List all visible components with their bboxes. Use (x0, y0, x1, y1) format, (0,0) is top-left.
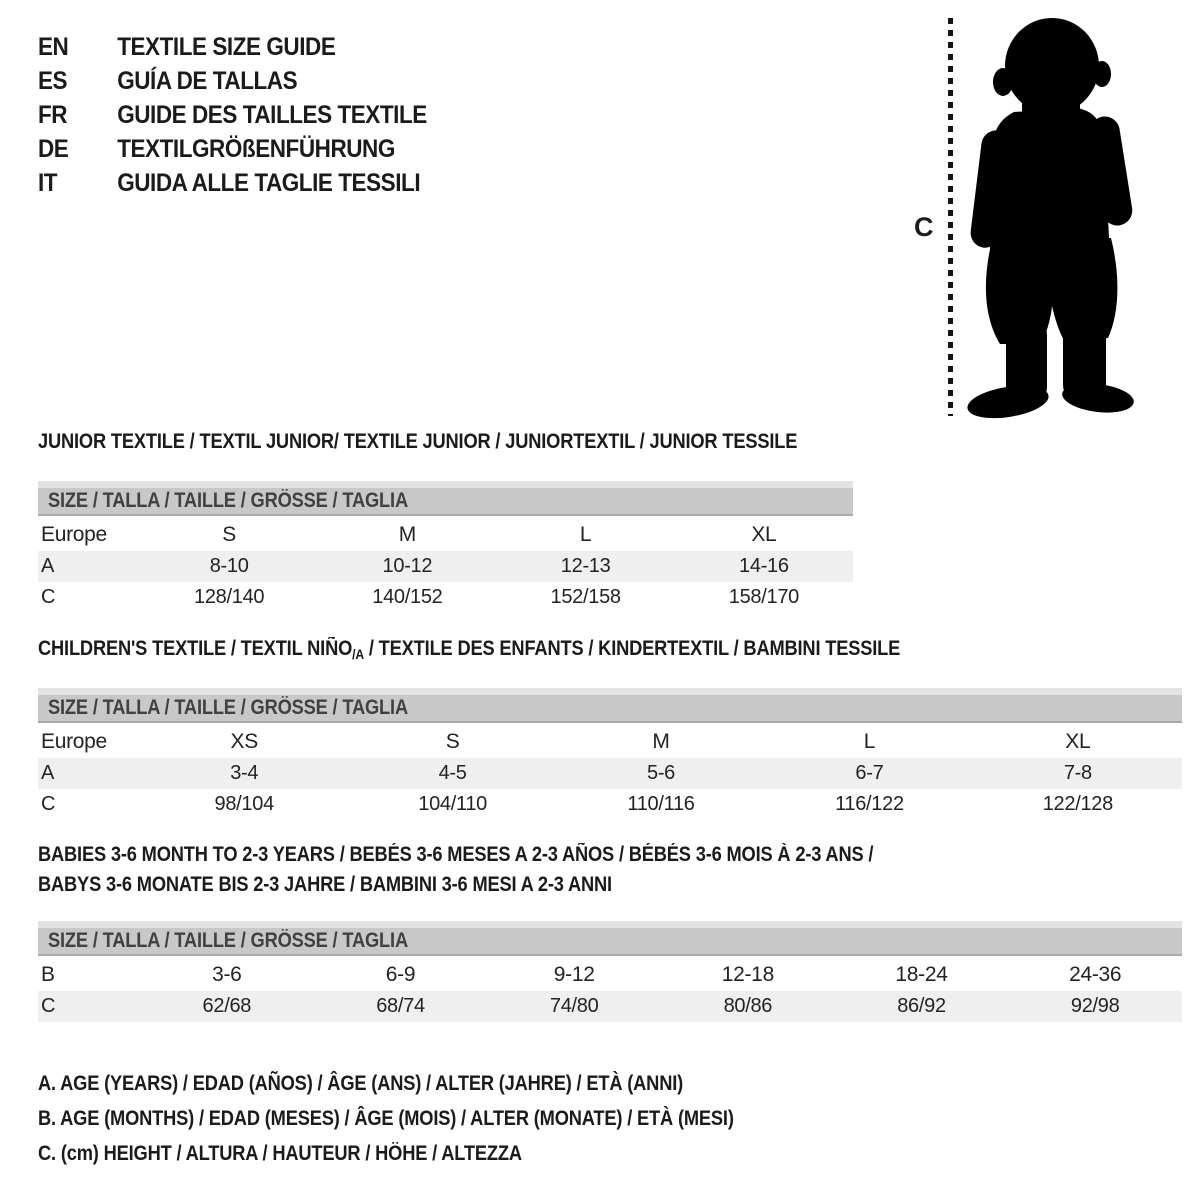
region-label: Europe (41, 729, 107, 753)
height-value: 86/92 (897, 995, 946, 1017)
junior-size-table (38, 481, 853, 613)
region-label: Europe (41, 522, 107, 546)
row-label: C (41, 586, 56, 608)
size-column: M (652, 729, 670, 753)
legend-line-a (38, 1066, 838, 1101)
lang-row-es (38, 64, 427, 98)
age-value: 3-4 (230, 762, 259, 784)
babies-title-line1: BABIES 3-6 MONTH TO 2-3 YEARS / BEBÉS 3-6 MESES A 2-3 AÑOS / BÉBÉS 3-6 MOIS À 2-3 ANS / (38, 843, 874, 866)
lang-row-de (38, 132, 427, 166)
guide-title-en: TEXTILE SIZE GUIDE (117, 32, 336, 61)
height-value: 110/116 (627, 793, 695, 815)
months-value: 9-12 (553, 962, 595, 986)
children-title-prefix: CHILDREN'S TEXTILE / TEXTIL NIÑO (38, 637, 353, 660)
legend-line-b (38, 1101, 838, 1136)
age-value: 8-10 (209, 555, 249, 577)
height-value: 74/80 (549, 995, 599, 1017)
size-header-label: SIZE / TALLA / TAILLE / GRÖSSE / TAGLIA (48, 696, 408, 719)
height-value: 152/158 (550, 586, 621, 608)
children-row-height (38, 789, 1182, 820)
measure-legend (38, 1066, 838, 1171)
height-value: 62/68 (202, 995, 252, 1017)
age-value: 14-16 (739, 555, 789, 577)
age-value: 6-7 (855, 762, 884, 784)
language-code: ES (38, 66, 68, 95)
age-value: 7-8 (1063, 762, 1092, 784)
size-column: XL (751, 522, 777, 546)
height-value: 80/86 (723, 995, 773, 1017)
size-column: XL (1065, 729, 1091, 753)
children-columns-row (38, 725, 1182, 758)
size-header-bar (38, 481, 853, 516)
age-value: 4-5 (438, 762, 467, 784)
junior-title-text: JUNIOR TEXTILE / TEXTIL JUNIOR/ TEXTILE JUNIOR / JUNIORTEXTIL / JUNIOR TESSILE (38, 430, 798, 453)
children-section-title (38, 637, 1029, 662)
size-header-bar (38, 921, 1182, 956)
legend-text-c: C. (cm) HEIGHT / ALTURA / HAUTEUR / HÖHE / ALTEZZA (38, 1141, 522, 1165)
size-column: M (398, 522, 416, 546)
legend-text-a: A. AGE (YEARS) / EDAD (AÑOS) / ÂGE (ANS) / ALTER (JAHRE) / ETÀ (ANNI) (38, 1071, 684, 1095)
row-label: A (41, 762, 55, 784)
height-value: 98/104 (214, 793, 274, 815)
size-column: L (579, 522, 592, 546)
size-column: S (222, 522, 236, 546)
lang-row-fr (38, 98, 427, 132)
toddler-silhouette-icon (956, 12, 1143, 420)
height-measure-label: C (914, 212, 934, 242)
junior-row-height (38, 582, 853, 613)
guide-title-es: GUÍA DE TALLAS (117, 66, 298, 95)
months-value: 18-24 (895, 962, 948, 986)
size-header-label: SIZE / TALLA / TAILLE / GRÖSSE / TAGLIA (48, 929, 408, 952)
language-code: IT (38, 168, 58, 197)
children-row-age (38, 758, 1182, 789)
age-value: 10-12 (382, 555, 433, 577)
language-code: FR (38, 100, 68, 129)
babies-section-title (38, 843, 998, 903)
legend-text-b: B. AGE (MONTHS) / EDAD (MESES) / ÂGE (MOIS) / ALTER (MONATE) / ETÀ (MESI) (38, 1106, 734, 1130)
size-header-bar (38, 688, 1182, 723)
guide-title-fr: GUIDE DES TAILLES TEXTILE (117, 100, 427, 129)
row-label: B (41, 962, 55, 986)
size-column: XS (230, 729, 258, 753)
language-header (38, 30, 470, 200)
language-code: DE (38, 134, 69, 163)
children-title-text (38, 637, 900, 662)
lang-row-en (38, 30, 427, 64)
height-value: 128/140 (194, 586, 265, 608)
row-label: A (41, 555, 55, 577)
babies-row-months (38, 958, 1182, 991)
babies-row-height (38, 991, 1182, 1022)
language-code: EN (38, 32, 69, 61)
height-value: 92/98 (1070, 995, 1120, 1017)
lang-row-it (38, 166, 427, 200)
size-column: S (445, 729, 460, 753)
height-value: 122/128 (1042, 793, 1113, 815)
junior-row-age (38, 551, 853, 582)
months-value: 3-6 (212, 962, 242, 986)
babies-title-line2: BABYS 3-6 MONATE BIS 2-3 JAHRE / BAMBINI 3-6 MESI A 2-3 ANNI (38, 873, 612, 896)
height-value: 68/74 (376, 995, 425, 1017)
junior-section-title (38, 430, 911, 454)
row-label: C (41, 793, 56, 815)
height-dashed-line (948, 18, 953, 416)
height-value: 104/110 (418, 793, 487, 815)
size-header-label: SIZE / TALLA / TAILLE / GRÖSSE / TAGLIA (48, 489, 408, 512)
children-title-suffix: / TEXTILE DES ENFANTS / KINDERTEXTIL / BAMBINI TESSILE (363, 637, 901, 660)
row-label: C (41, 995, 56, 1017)
children-size-table (38, 688, 1182, 820)
months-value: 6-9 (385, 962, 416, 986)
size-column: L (863, 729, 876, 753)
age-value: 12-13 (560, 555, 611, 577)
height-value: 116/122 (835, 793, 904, 815)
height-value: 140/152 (372, 586, 443, 608)
months-value: 12-18 (721, 962, 774, 986)
age-value: 5-6 (647, 762, 676, 784)
guide-title-de: TEXTILGRÖßENFÜHRUNG (117, 134, 395, 163)
guide-title-it: GUIDA ALLE TAGLIE TESSILI (117, 168, 421, 197)
legend-line-c (38, 1136, 838, 1171)
months-value: 24-36 (1069, 962, 1122, 986)
junior-columns-row (38, 518, 853, 551)
babies-size-table (38, 921, 1182, 1022)
children-title-subscript: /A (352, 646, 364, 662)
height-value: 158/170 (728, 586, 799, 608)
